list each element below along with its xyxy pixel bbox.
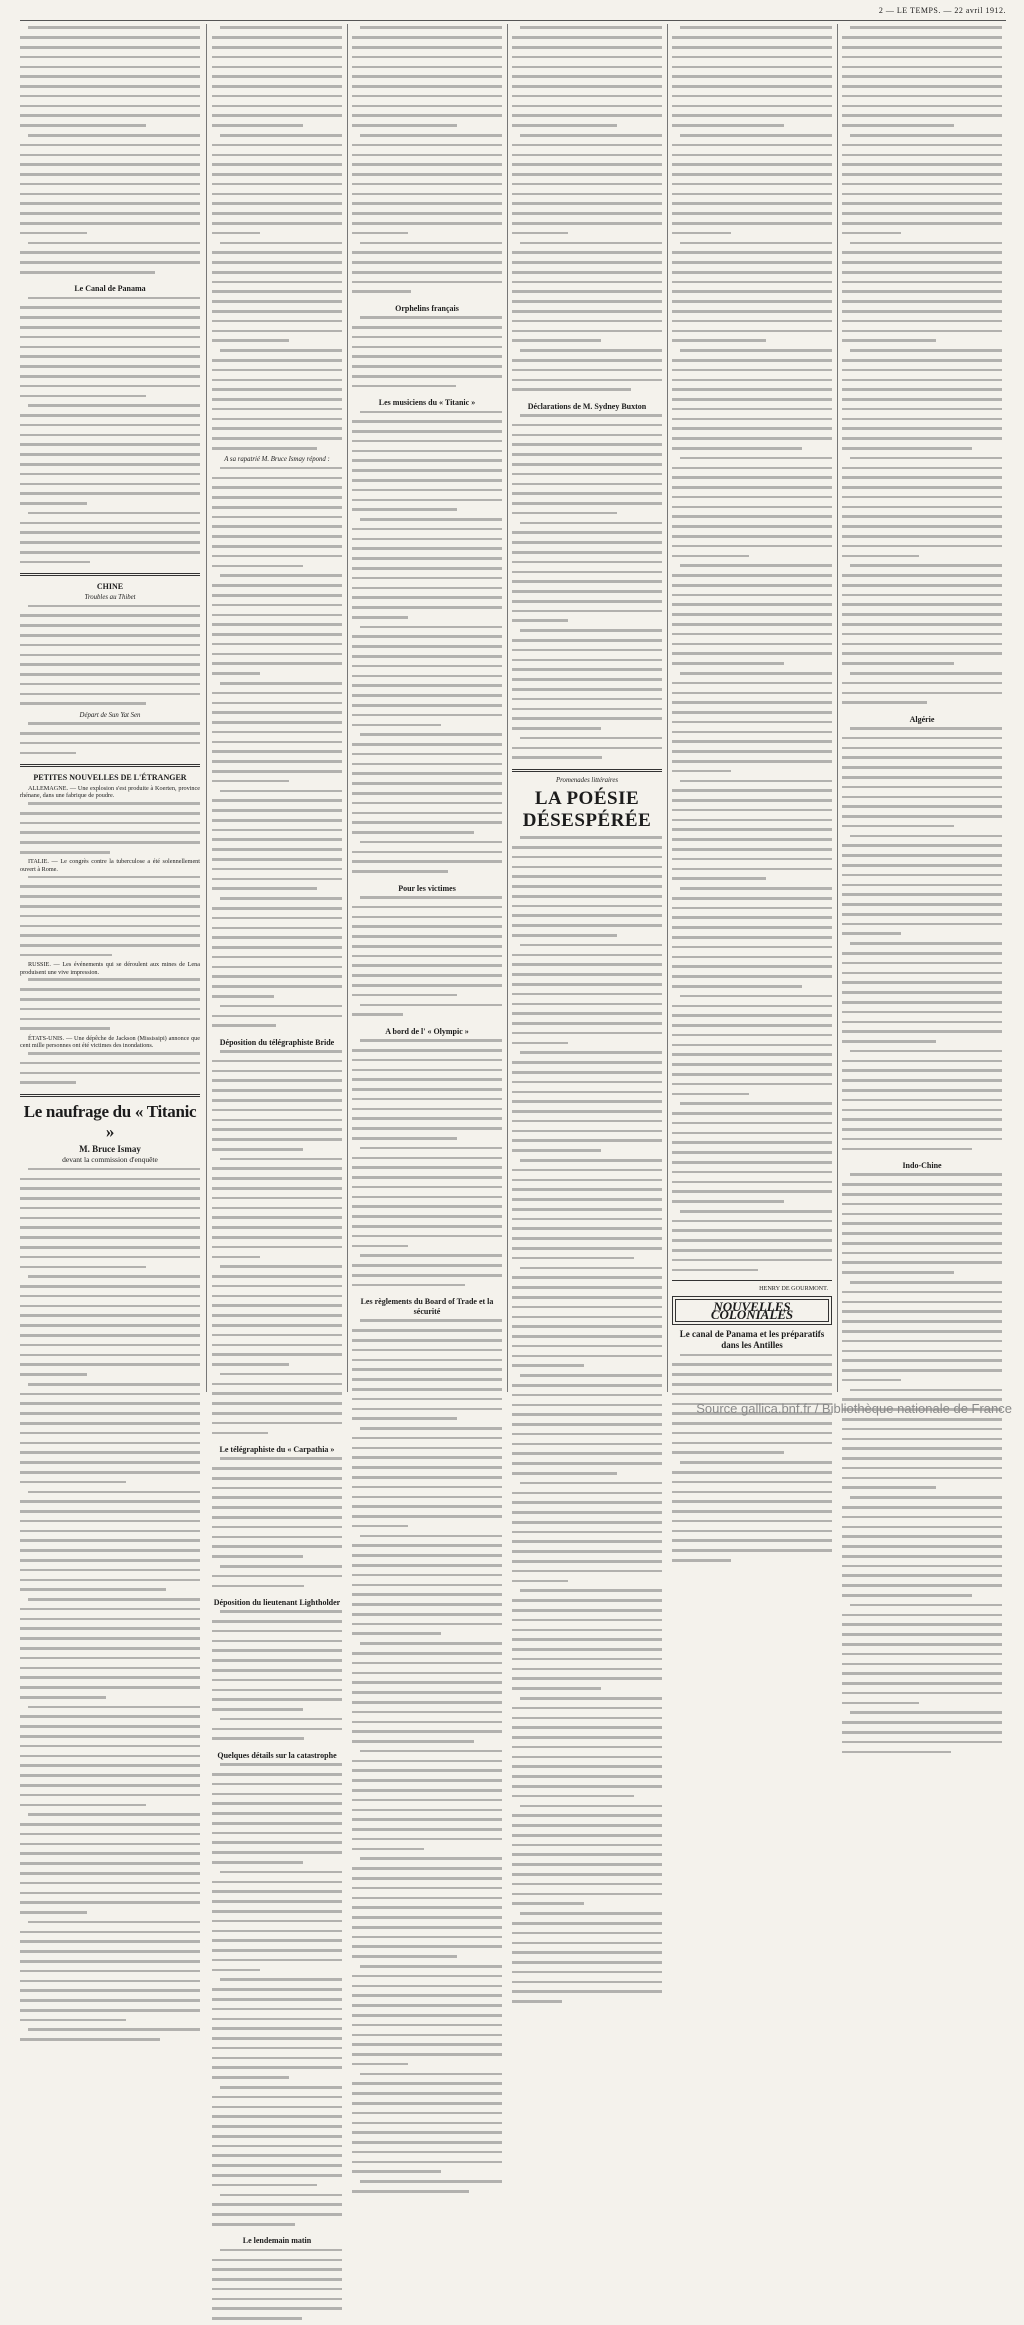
section-heading-bride: Déposition du télégraphiste Bride — [219, 1037, 335, 1047]
section-heading-orphelins: Orphelins français — [395, 303, 459, 313]
titanic-subhead-2: devant la commission d'enquête — [62, 1154, 158, 1164]
section-heading-details: Quelques détails sur la catastrophe — [217, 1750, 337, 1760]
section-heading-buxton: Déclarations de M. Sydney Buxton — [527, 401, 647, 411]
body-text-block — [212, 26, 342, 454]
source-footer: Source gallica.bnf.fr / Bibliothèque nationale de France — [696, 1401, 1012, 1416]
subheading-sun-yat-sen: Départ de Sun Yat Sen — [79, 711, 141, 719]
column-6 — [842, 24, 1002, 1392]
news-etats-unis: ÉTATS-UNIS. — Une dépêche de Jackson (Mississipi) annonce que cent mille personnes ont été victimes des inondations. — [20, 1034, 200, 1050]
section-heading-musiciens: Les musiciens du « Titanic » — [378, 398, 476, 408]
subheading-promenades: Promenades littéraires — [556, 776, 618, 784]
body-text-block — [352, 1039, 502, 1291]
section-heading-carpathia: Le télégraphiste du « Carpathia » — [219, 1444, 335, 1454]
body-text-block — [212, 2249, 342, 2325]
column-3 — [352, 24, 502, 1392]
body-text-block — [512, 836, 662, 2007]
titanic-headline: Le naufrage du « Titanic » — [23, 1101, 197, 1141]
body-text-block — [20, 1052, 200, 1089]
column-4 — [512, 24, 662, 1392]
column-2 — [212, 24, 342, 2246]
section-heading-reglements: Les règlements du Board of Trade et la sécurité — [360, 1297, 494, 1317]
body-text-block — [352, 411, 502, 878]
section-heading-panama: Le Canal de Panama — [74, 284, 146, 294]
body-text-block — [512, 414, 662, 764]
titanic-subhead: M. Bruce Ismay — [79, 1143, 141, 1154]
body-text-block — [20, 722, 200, 759]
body-text-block — [212, 1763, 342, 2230]
coloniales-heading: NOUVELLES COLONIALES — [675, 1299, 829, 1322]
column-5 — [672, 24, 832, 1392]
news-allemagne: ALLEMAGNE. — Une explosion s'est produite à Koerten, province rhénane, dans une fabrique de poudre. — [20, 784, 200, 800]
body-text-block — [352, 896, 502, 1021]
body-text-block — [20, 605, 200, 710]
section-heading-victimes: Pour les victimes — [398, 883, 456, 893]
coloniales-subhead: Le canal de Panama et les préparatifs dans les Antilles — [679, 1329, 825, 1351]
body-text-block — [20, 978, 200, 1034]
news-russie: RUSSIE. — Les événements qui se déroulent aux mines de Lena produisent une vive impression. — [20, 961, 200, 976]
subheading-ismay-repond: A sa rapatrié M. Bruce Ismay répond : — [224, 456, 330, 464]
running-head: 2 — LE TEMPS. — 22 avril 1912. — [20, 6, 1006, 21]
section-heading-olympic: A bord de l' « Olympic » — [385, 1026, 469, 1036]
news-italie: ITALIE. — Le congrès contre la tuberculose a été solennellement ouvert à Rome. — [20, 858, 200, 873]
body-text-block — [842, 1173, 1002, 1757]
body-text-block — [20, 876, 200, 962]
body-text-block — [672, 26, 832, 1276]
section-heading-indochine: Indo-Chine — [902, 1161, 942, 1171]
body-text-block — [212, 1050, 342, 1439]
body-text-block — [20, 297, 200, 568]
section-heading-algerie: Algérie — [909, 714, 935, 724]
column-1 — [20, 24, 200, 1392]
section-heading-lightholder: Déposition du lieutenant Lightholder — [213, 1597, 341, 1607]
section-heading-etranger: PETITES NOUVELLES DE L'ÉTRANGER — [33, 772, 187, 782]
body-text-block — [20, 802, 200, 858]
subheading-chine: Troubles au Thibet — [84, 594, 136, 602]
coloniales-box — [672, 1296, 832, 1325]
body-text-block — [352, 26, 502, 297]
body-text-block — [20, 1168, 200, 2046]
body-text-block — [212, 1610, 342, 1745]
body-text-block — [352, 1319, 502, 2197]
body-text-block — [842, 727, 1002, 1155]
body-text-block — [352, 316, 502, 392]
body-text-block — [212, 467, 342, 1032]
section-heading-lendemain: Le lendemain matin — [242, 2236, 312, 2246]
section-heading-chine: CHINE — [96, 582, 124, 592]
body-text-block — [20, 26, 200, 278]
body-text-block — [672, 1354, 832, 1567]
body-text-block — [512, 26, 662, 395]
body-text-block — [212, 1457, 342, 1592]
poesie-title: LA POÉSIE DÉSESPÉRÉE — [522, 788, 652, 832]
poesie-signature: HENRY DE GOURMONT. — [759, 1285, 828, 1292]
body-text-block — [842, 26, 1002, 708]
